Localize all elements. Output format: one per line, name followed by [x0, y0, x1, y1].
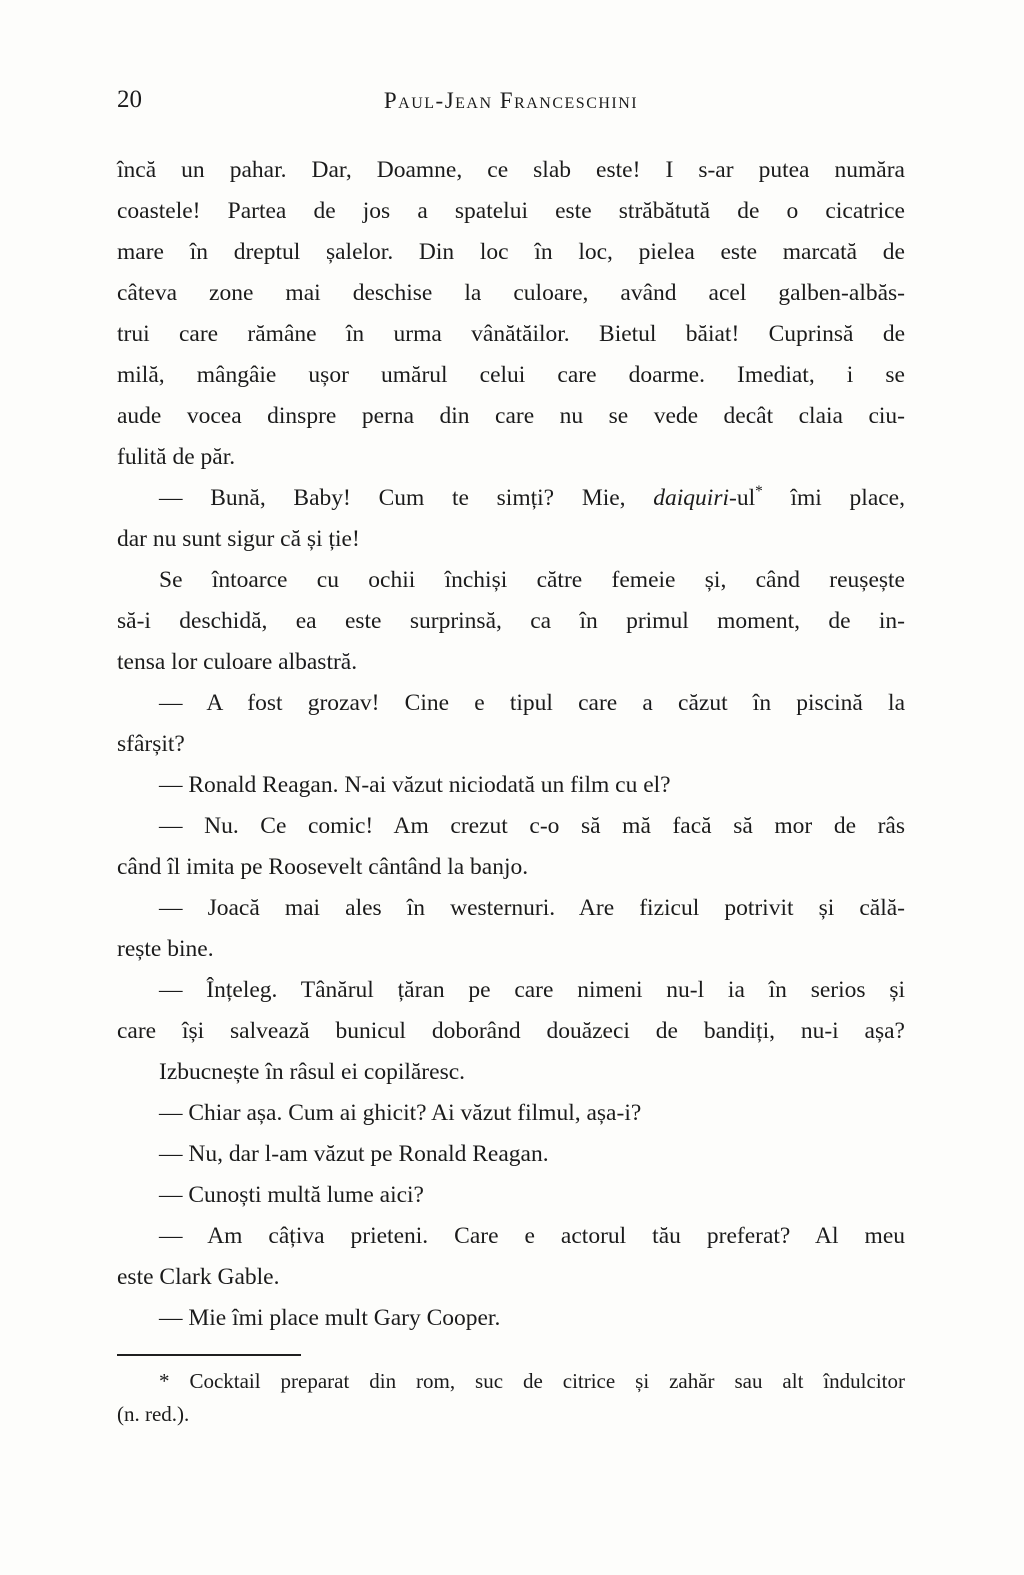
paragraph: [117, 765, 905, 806]
paragraph: [117, 1052, 905, 1093]
running-header: Paul-Jean Franceschini: [383, 88, 639, 113]
text-line: [117, 150, 905, 191]
text-run: câteva zone mai deschise la culoare, având acel galben-albăs-: [117, 280, 905, 306]
text-run: trui care rămâne în urma vânătăilor. Bietul băiat! Cuprinsă de: [117, 321, 905, 347]
text-line: [117, 847, 905, 888]
footnote-rule: [117, 1354, 301, 1356]
text-run: — Nu, dar l-am văzut pe Ronald Reagan.: [159, 1141, 549, 1167]
paragraph: [117, 1093, 905, 1134]
text-run: tensa lor culoare albastră.: [117, 649, 358, 675]
text-run: mare în dreptul șalelor. Din loc în loc, pielea este marcată de: [117, 239, 905, 265]
text-run: dar nu sunt sigur că și ție!: [117, 526, 360, 552]
text-line: [117, 1011, 905, 1052]
text-line: [117, 1216, 905, 1257]
text-line: [117, 560, 905, 601]
text-run: * Cocktail preparat din rom, suc de citrice și zahăr sau alt îndulcitor: [159, 1369, 905, 1393]
text-run: — Înțeleg. Tânărul țăran pe care nimeni nu-l ia în serios și: [159, 977, 905, 1003]
text-run: (n. red.).: [117, 1402, 190, 1426]
paragraph: [117, 806, 905, 888]
text-run: coastele! Partea de jos a spatelui este străbătută de o cicatrice: [117, 198, 905, 224]
text-line: [117, 1134, 905, 1175]
paragraph: [117, 1298, 905, 1339]
text-run: care își salvează bunicul doborând douăzeci de bandiți, nu-i așa?: [117, 1018, 905, 1044]
text-line: [117, 1175, 905, 1216]
text-run: sfârșit?: [117, 731, 185, 757]
text-line: [117, 314, 905, 355]
text-run: îmi place,: [762, 485, 905, 511]
text-run: — A fost grozav! Cine e tipul care a căzut în piscină la: [159, 690, 905, 716]
text-run: fulită de păr.: [117, 444, 236, 470]
text-run: să-i deschidă, ea este surprinsă, ca în primul moment, de in-: [117, 608, 905, 634]
text-run: — Joacă mai ales în westernuri. Are fizicul potrivit și călă-: [159, 895, 905, 921]
text-line: [117, 683, 905, 724]
footnote-marker: *: [755, 483, 763, 501]
text-run: Izbucnește în râsul ei copilăresc.: [159, 1059, 466, 1085]
text-line: [117, 232, 905, 273]
text-line: [117, 1298, 905, 1339]
text-run: — Bună, Baby! Cum te simți? Mie,: [159, 485, 654, 511]
text-run: -ul: [729, 485, 756, 511]
text-run: Se întoarce cu ochii închiși către femeie și, când reușește: [159, 567, 905, 593]
italic-run: daiquiri: [653, 485, 730, 511]
text-line: [117, 642, 905, 683]
text-run: aude vocea dinspre perna din care nu se vede decât claia ciu-: [117, 403, 905, 429]
text-line: [117, 478, 905, 519]
footnote: [117, 1354, 905, 1431]
text-line: [117, 888, 905, 929]
text-line: [117, 765, 905, 806]
page-header: [117, 86, 905, 120]
paragraph: [117, 1216, 905, 1298]
text-line: [117, 519, 905, 560]
paragraph: [117, 1134, 905, 1175]
text-run: când îl imita pe Roosevelt cântând la banjo.: [117, 854, 529, 880]
paragraph: [117, 478, 905, 560]
text-run: — Nu. Ce comic! Am crezut c-o să mă facă să mor de râs: [159, 813, 905, 839]
text-line: [117, 396, 905, 437]
paragraph: [117, 970, 905, 1052]
text-line: [117, 724, 905, 765]
text-run: — Chiar așa. Cum ai ghicit? Ai văzut filmul, așa-i?: [159, 1100, 642, 1126]
text-run: rește bine.: [117, 936, 214, 962]
text-line: [117, 806, 905, 847]
footnote-text: [117, 1365, 905, 1431]
text-line: [117, 601, 905, 642]
text-line: [117, 1093, 905, 1134]
text-run: încă un pahar. Dar, Doamne, ce slab este! I s-ar putea număra: [117, 157, 905, 183]
text-run: — Am câțiva prieteni. Care e actorul tău preferat? Al meu: [159, 1223, 905, 1249]
text-line: [117, 273, 905, 314]
body-text: [117, 150, 905, 1339]
text-run: — Ronald Reagan. N-ai văzut niciodată un film cu el?: [159, 772, 671, 798]
footnote-line: [117, 1365, 905, 1398]
paragraph: [117, 150, 905, 478]
text-line: [117, 191, 905, 232]
text-line: [117, 355, 905, 396]
paragraph: [117, 1175, 905, 1216]
text-run: — Cunoști multă lume aici?: [159, 1182, 424, 1208]
text-run: milă, mângâie ușor umărul celui care doarme. Imediat, i se: [117, 362, 905, 388]
paragraph: [117, 560, 905, 683]
text-run: este Clark Gable.: [117, 1264, 280, 1290]
paragraph: [117, 888, 905, 970]
text-line: [117, 929, 905, 970]
page-number: 20: [117, 86, 142, 113]
text-run: — Mie îmi place mult Gary Cooper.: [159, 1305, 501, 1331]
paragraph: [117, 683, 905, 765]
footnote-line: [117, 1398, 905, 1431]
text-line: [117, 1257, 905, 1298]
text-line: [117, 1052, 905, 1093]
text-line: [117, 970, 905, 1011]
text-line: [117, 437, 905, 478]
